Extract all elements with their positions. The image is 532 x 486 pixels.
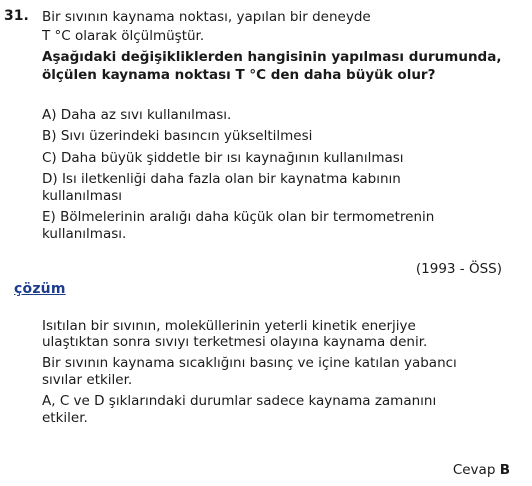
question-prompt-line-1: Aşağıdaki değişikliklerden hangisinin yapılması durumunda, bbox=[42, 49, 502, 65]
solution-paragraph-2-line-1: Bir sıvının kaynama sıcaklığını basınç ve içine katılan yabancı bbox=[42, 355, 457, 371]
option-e-continued: kullanılması. bbox=[42, 226, 127, 242]
question-text-line-2: T °C olarak ölçülmüştür. bbox=[42, 28, 205, 44]
answer-value: B bbox=[499, 462, 510, 478]
solution-link[interactable]: çözüm bbox=[14, 281, 66, 297]
solution-paragraph-1-line-2: ulaştıktan sonra sıvıyı terketmesi olayına kaynama denir. bbox=[42, 334, 428, 350]
option-a: A) Daha az sıvı kullanılması. bbox=[42, 107, 232, 123]
question-source: (1993 - ÖSS) bbox=[415, 261, 502, 277]
answer-label: Cevap bbox=[452, 462, 496, 478]
solution-paragraph-1-line-1: Isıtılan bir sıvının, moleküllerinin yeterli kinetik enerjiye bbox=[42, 318, 416, 334]
solution-paragraph-3-line-1: A, C ve D şıklarındaki durumlar sadece kaynama zamanını bbox=[42, 393, 437, 409]
question-prompt-line-2: ölçülen kaynama noktası T °C den daha büyük olur? bbox=[42, 67, 436, 83]
question-text-line-1: Bir sıvının kaynama noktası, yapılan bir deneyde bbox=[42, 9, 371, 25]
option-e: E) Bölmelerinin aralığı daha küçük olan bir termometrenin bbox=[42, 209, 435, 225]
question-number: 31. bbox=[4, 8, 29, 24]
option-d: D) Isı iletkenliği daha fazla olan bir kaynatma kabının bbox=[42, 171, 401, 187]
answer bbox=[453, 462, 510, 478]
option-b: B) Sıvı üzerindeki basıncın yükseltilmesi bbox=[42, 128, 313, 144]
solution-paragraph-2-line-2: sıvılar etkiler. bbox=[42, 372, 133, 388]
solution-paragraph-3-line-2: etkiler. bbox=[42, 410, 88, 426]
option-c: C) Daha büyük şiddetle bir ısı kaynağının kullanılması bbox=[42, 150, 404, 166]
option-d-continued: kullanılması bbox=[42, 188, 122, 204]
